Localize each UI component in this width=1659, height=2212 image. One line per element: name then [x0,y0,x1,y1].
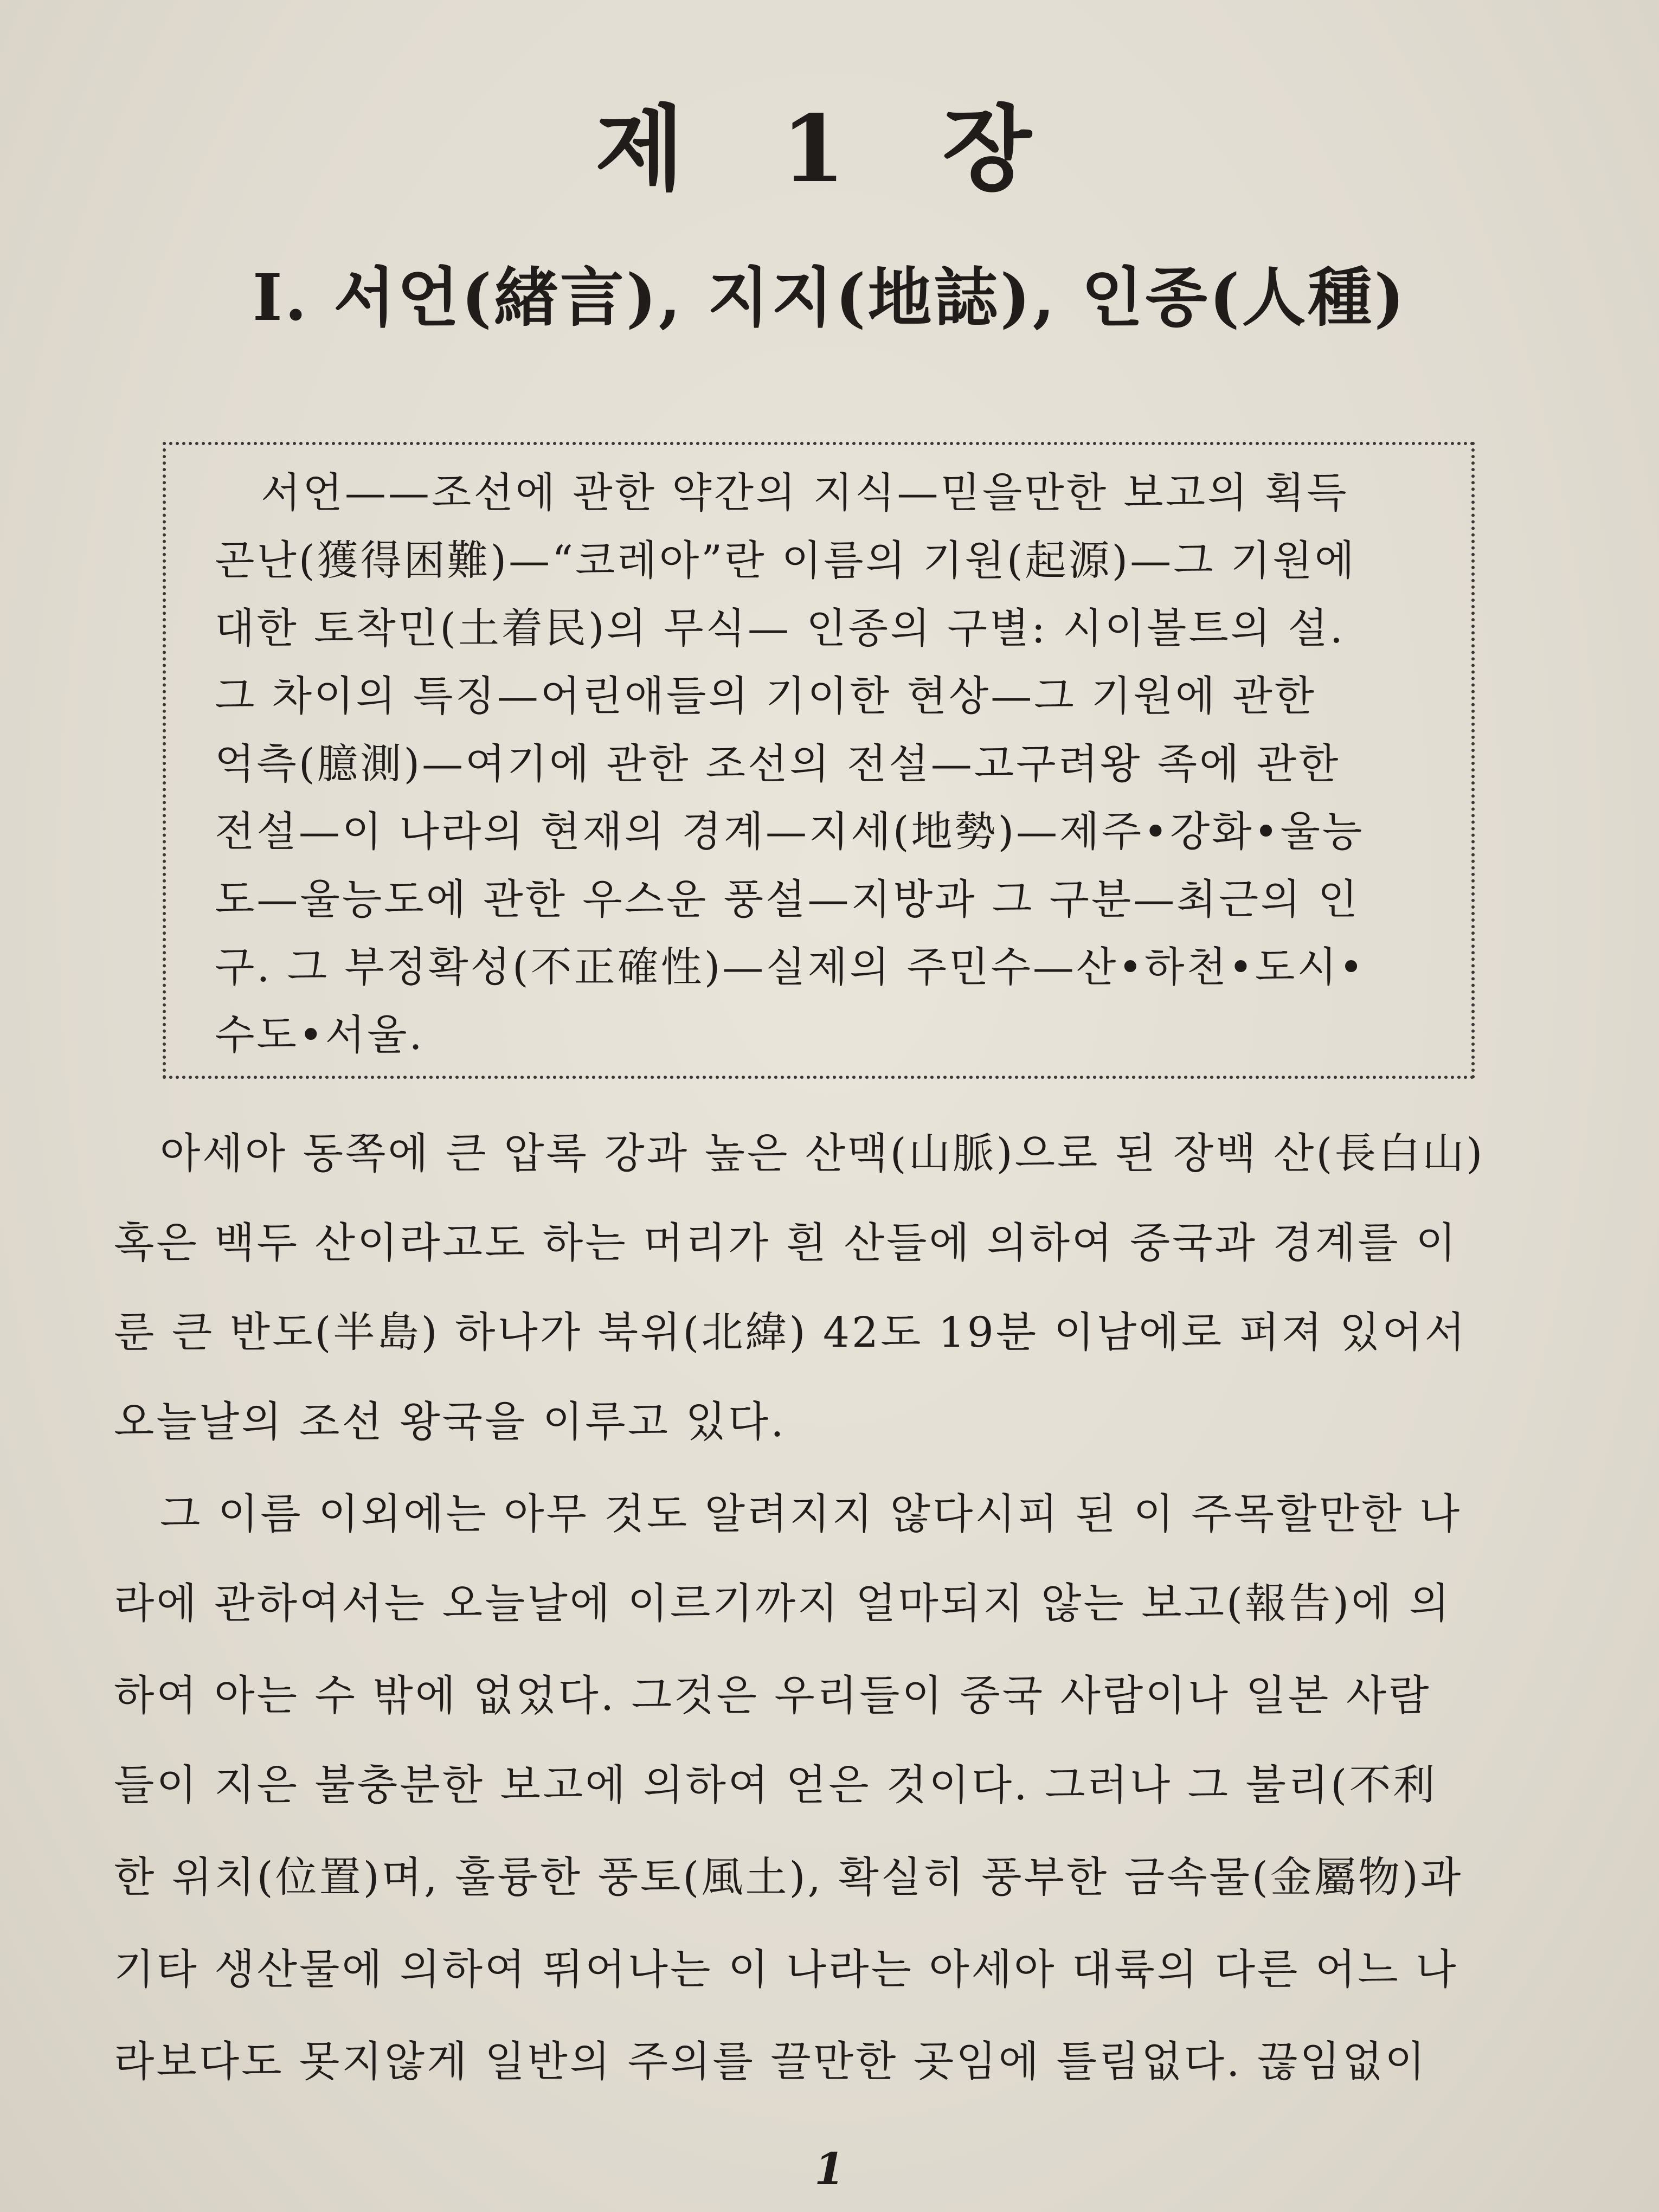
summary-line: 곤난(獲得困難)—“코레아”란 이름의 기원(起源)—그 기원에 [215,536,1357,584]
body-line: 라에 관하여서는 오늘날에 이르기까지 얼마되지 않는 보고(報告)에 의 [114,1580,1452,1628]
body-line: 들이 지은 불충분한 보고에 의하여 얻은 것이다. 그러나 그 불리(不利 [114,1761,1437,1810]
body-line: 오늘날의 조선 왕국을 이루고 있다. [114,1398,786,1446]
summary-line: 그 차이의 특징—어린애들의 기이한 현상—그 기원에 관한 [215,672,1317,720]
body-line: 아세아 동쪽에 큰 압록 강과 높은 산맥(山脈)으로 된 장백 산(長白山) [160,1130,1485,1178]
chapter-title: 제 1 장 [595,95,1064,203]
chapter-summary-box [163,442,1475,1079]
body-line: 기타 생산물에 의하여 뛰어나는 이 나라는 아세아 대륙의 다른 어느 나 [114,1946,1458,1994]
summary-line: 수도•서울. [215,1011,425,1059]
page-number: 1 [814,2143,845,2194]
summary-line: 억측(臆測)—여기에 관한 조선의 전설—고구려왕 족에 관한 [215,740,1341,788]
section-title: Ⅰ. 서언(緖言), 지지(地誌), 인종(人種) [252,260,1407,335]
summary-line: 전설—이 나라의 현재의 경계—지세(地勢)—제주•강화•울능 [215,807,1365,856]
body-line: 혹은 백두 산이라고도 하는 머리가 흰 산들에 의하여 중국과 경계를 이 [114,1219,1458,1268]
body-line: 그 이름 이외에는 아무 것도 알려지지 않다시피 된 이 주목할만한 나 [160,1490,1462,1539]
summary-line: 서언——조선에 관한 약간의 지식—믿을만한 보고의 획득 [261,468,1349,517]
body-line: 한 위치(位置)며, 훌륭한 풍토(風土), 확실히 풍부한 금속물(金屬物)과 [114,1854,1463,1902]
summary-line: 도—울능도에 관한 우스운 풍설—지방과 그 구분—최근의 인 [215,875,1360,923]
summary-line: 대한 토착민(土着民)의 무식— 인종의 구별: 시이볼트의 설. [215,604,1345,652]
body-line: 룬 큰 반도(半島) 하나가 북위(北緯) 42도 19분 이남에로 퍼져 있어서 [114,1309,1468,1357]
summary-line: 구. 그 부정확성(不正確性)—실제의 주민수—산•하천•도시• [215,943,1366,991]
body-line: 라보다도 못지않게 일반의 주의를 끌만한 곳임에 틀림없다. 끊임없이 [114,2038,1427,2086]
body-line: 하여 아는 수 밖에 없었다. 그것은 우리들이 중국 사람이나 일본 사람 [114,1672,1431,1720]
